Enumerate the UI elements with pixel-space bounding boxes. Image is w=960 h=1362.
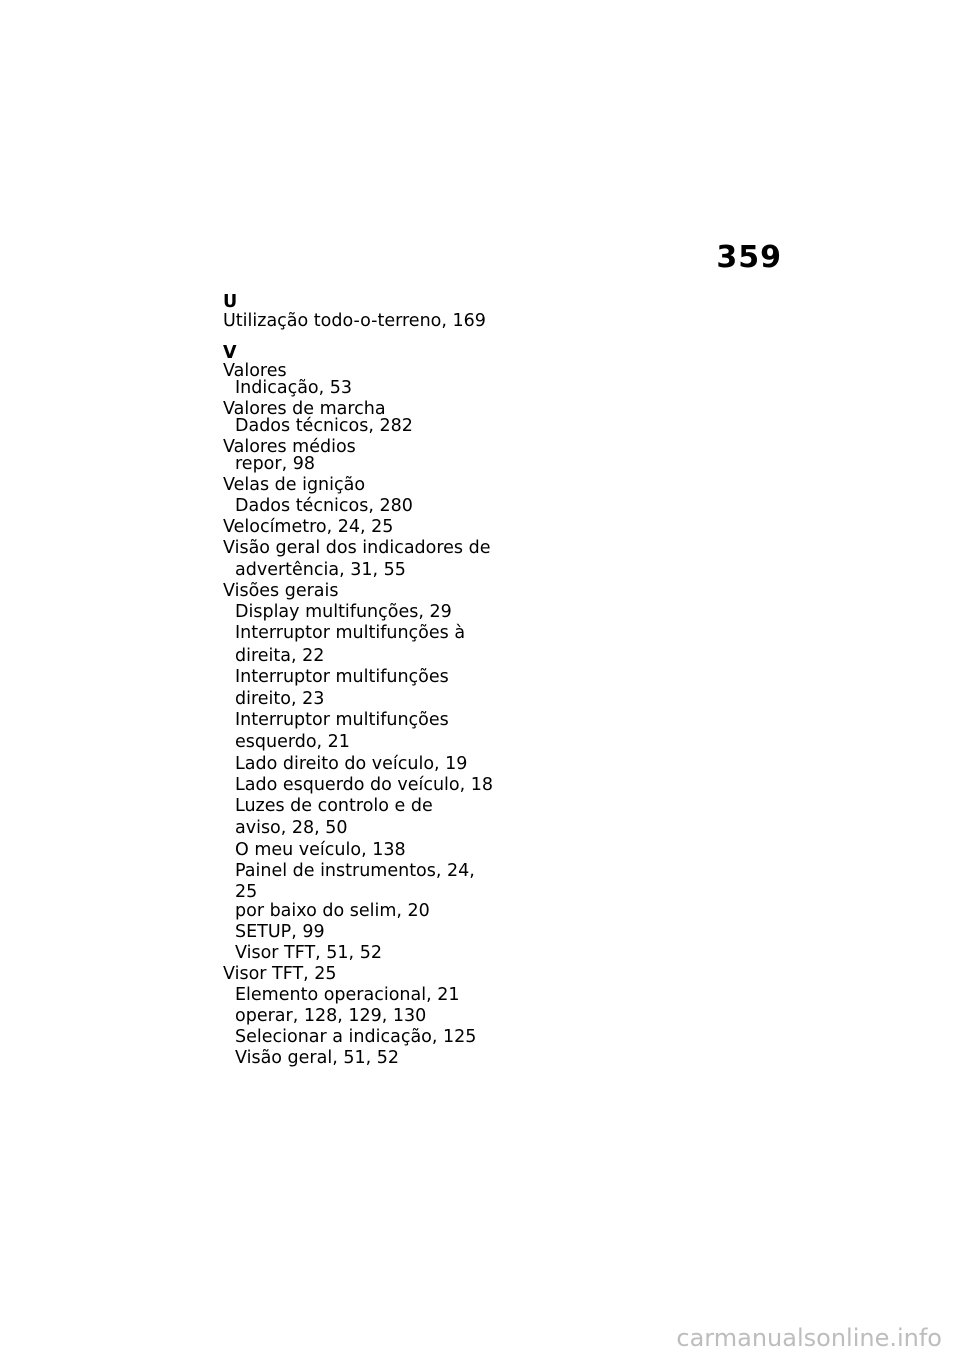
index-subentry: Display multifunções, 29 [235,602,452,622]
index-entry: Visões gerais [223,581,339,601]
page-number: 359 [716,240,782,275]
index-subentry: Painel de instrumentos, 24, [235,861,475,881]
index-entry: Visor TFT, 25 [223,964,337,984]
index-subentry: Interruptor multifunções [235,710,449,730]
index-entry: Valores de marcha [223,399,386,419]
index-subentry: direita, 22 [235,646,325,666]
index-subentry: Visão geral, 51, 52 [235,1048,400,1068]
index-subentry: SETUP, 99 [235,922,325,942]
index-subentry: Lado direito do veículo, 19 [235,754,468,774]
index-subentry: direito, 23 [235,689,325,709]
index-entry: Velas de ignição [223,475,366,495]
index-subentry: Luzes de controlo e de [235,796,433,816]
index-subentry: advertência, 31, 55 [235,560,406,580]
index-subentry: aviso, 28, 50 [235,818,348,838]
index-subentry: operar, 128, 129, 130 [235,1006,427,1026]
index-subentry: Visor TFT, 51, 52 [235,943,382,963]
section-letter-v: V [223,343,237,363]
index-entry: Velocímetro, 24, 25 [223,517,394,537]
index-subentry: Interruptor multifunções à [235,623,466,643]
index-subentry: Dados técnicos, 280 [235,496,413,516]
index-subentry: esquerdo, 21 [235,732,350,752]
watermark: carmanualsonline.info [676,1324,942,1352]
index-subentry: Interruptor multifunções [235,667,449,687]
index-subentry: Indicação, 53 [235,378,353,398]
index-entry: Valores [223,361,287,381]
index-subentry: Elemento operacional, 21 [235,985,460,1005]
index-entry: Visão geral dos indicadores de [223,538,491,558]
section-letter-u: U [223,292,238,312]
index-subentry: Lado esquerdo do veículo, 18 [235,775,494,795]
index-subentry: repor, 98 [235,454,315,474]
index-subentry: O meu veículo, 138 [235,840,406,860]
index-subentry: Dados técnicos, 282 [235,416,413,436]
index-entry: Utilização todo-o-terreno, 169 [223,311,486,331]
index-subentry: 25 [235,882,258,902]
index-subentry: Selecionar a indicação, 125 [235,1027,477,1047]
index-subentry: por baixo do selim, 20 [235,901,430,921]
index-entry: Valores médios [223,437,356,457]
